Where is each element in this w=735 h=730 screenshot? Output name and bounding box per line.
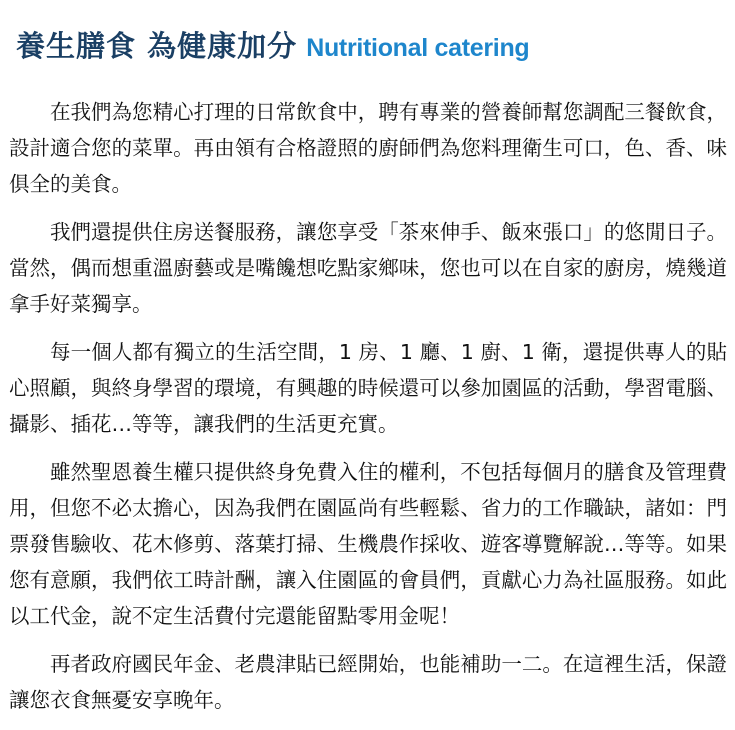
page-subtitle-english: Nutritional catering bbox=[306, 34, 530, 62]
paragraph-living-space: 每一個人都有獨立的生活空間，1 房、1 廳、1 廚、1 衛，還提供專人的貼心照顧，與終身學習的環境，有興趣的時候還可以參加園區的活動，學習電腦、攝影、插花…等等，讓我們的生活更充實。 bbox=[9, 340, 727, 436]
paragraph-room-service: 我們還提供住房送餐服務，讓您享受「茶來伸手、飯來張口」的悠閒日子。當然，偶而想重溫廚藝或是嘴饞想吃點家鄉味，您也可以在自家的廚房，燒幾道拿手好菜獨享。 bbox=[9, 220, 727, 316]
paragraph-pension: 再者政府國民年金、老農津貼已經開始，也能補助一二。在這裡生活，保證讓您衣食無憂安享晚年。 bbox=[9, 652, 727, 712]
page-header bbox=[16, 24, 529, 73]
article-body bbox=[9, 94, 727, 730]
paragraph-fees-and-jobs: 雖然聖恩養生權只提供終身免費入住的權利，不包括每個月的膳食及管理費用，但您不必太擔心，因為我們在園區尚有些輕鬆、省力的工作職缺，諸如：門票發售驗收、花木修剪、落葉打掃、生機農作採收、遊客導覽解說…等等。如果您有意願，我們依工時計酬，讓入住園區的會員們，貢獻心力為社區服務。如此以工代金，說不定生活費付完還能留點零用金呢！ bbox=[9, 460, 727, 628]
paragraph-meals: 在我們為您精心打理的日常飲食中，聘有專業的營養師幫您調配三餐飲食，設計適合您的菜單。再由領有合格證照的廚師們為您料理衛生可口，色、香、味俱全的美食。 bbox=[9, 100, 727, 196]
page-title: 養生膳食 為健康加分 bbox=[16, 29, 298, 63]
